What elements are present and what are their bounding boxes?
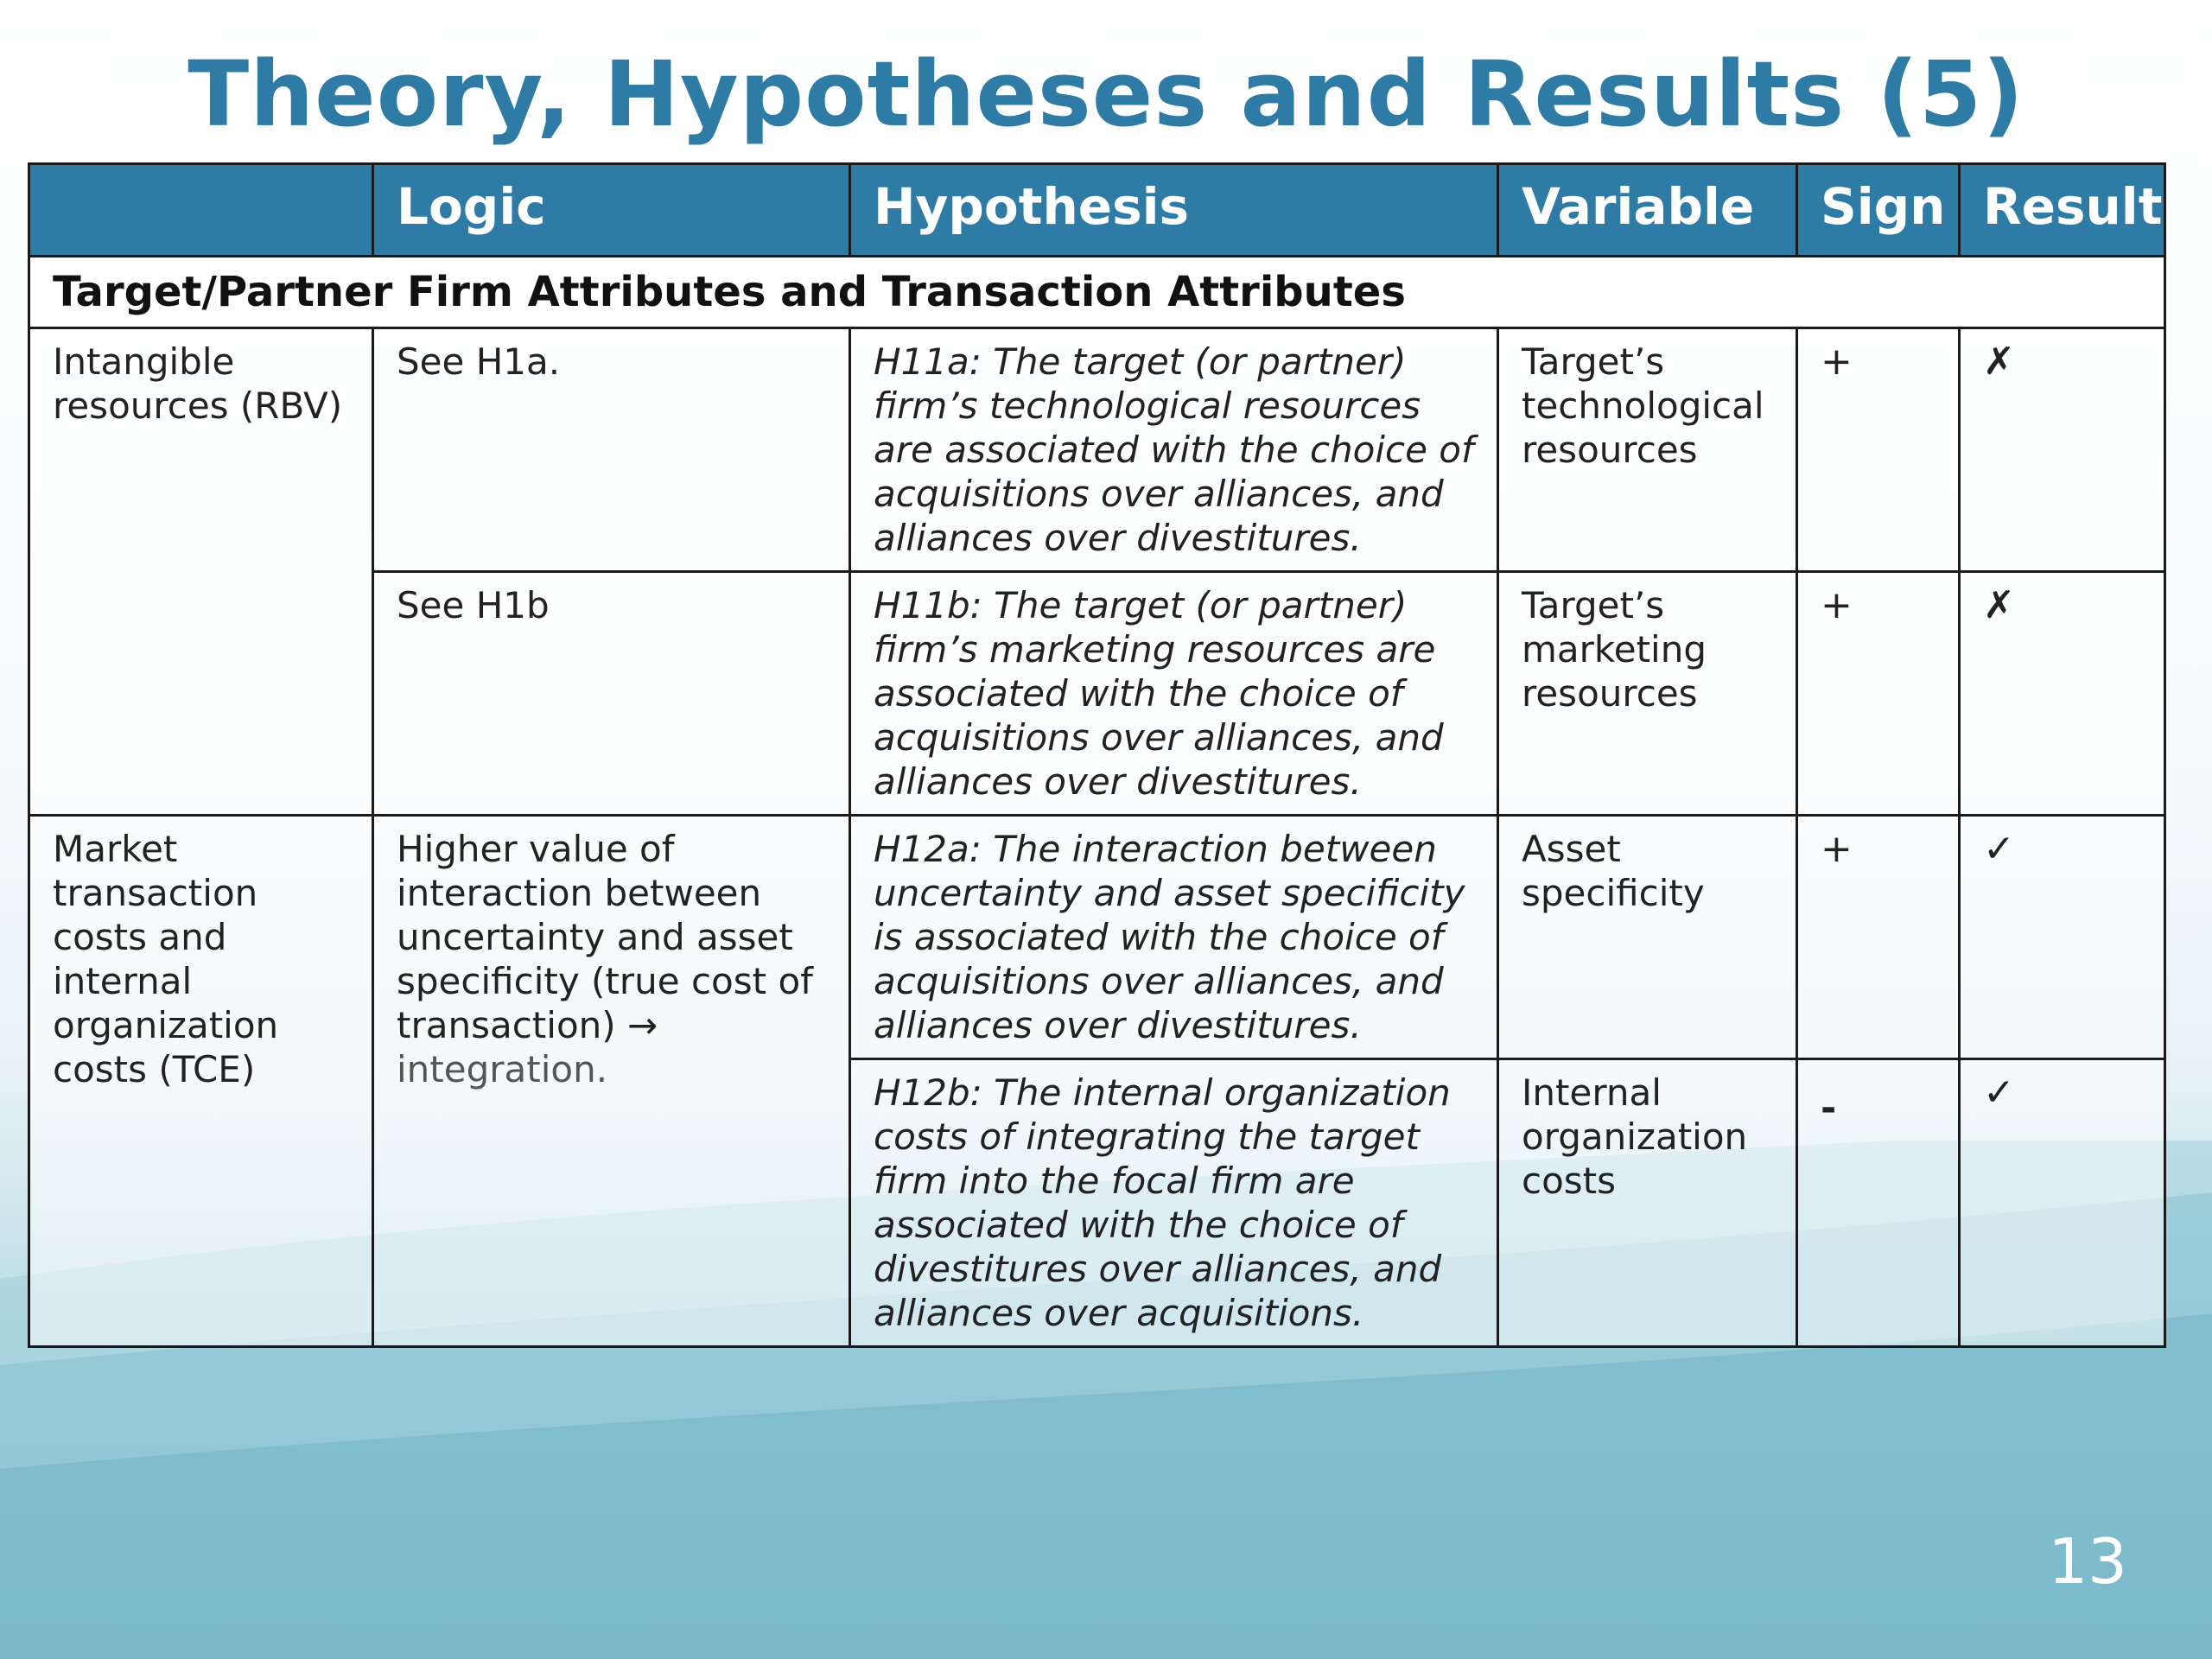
hypothesis-cell: H12b: The internal organization costs of integrating the target firm into the focal firm are associated with the choice of divestitures over alliances, and alliances over acquisitions. <box>850 1059 1498 1347</box>
logic-text: Higher value of interaction between uncertainty and asset specificity (true cost of transaction) <box>397 828 813 1046</box>
header-hypothesis: Hypothesis <box>850 164 1498 257</box>
header-row <box>29 164 2165 257</box>
logic-text: integration. <box>397 1048 608 1090</box>
logic-cell: See H1a. <box>373 328 850 572</box>
section-title: Target/Partner Firm Attributes and Transaction Attributes <box>29 257 2165 328</box>
hypotheses-table <box>28 162 2166 1348</box>
page-number: 13 <box>2048 1525 2127 1598</box>
result-check-icon: ✓ <box>1960 816 2165 1059</box>
variable-cell: Asset specificity <box>1498 816 1797 1059</box>
result-cross-icon: ✗ <box>1960 572 2165 816</box>
theory-cell: Intangible resources (RBV) <box>29 328 373 816</box>
table-row <box>29 816 2165 1059</box>
sign-cell: + <box>1797 816 1960 1059</box>
header-sign: Sign <box>1797 164 1960 257</box>
variable-cell: Target’s marketing resources <box>1498 572 1797 816</box>
hypothesis-cell: H11b: The target (or partner) firm’s marketing resources are associated with the choice of acquisitions over alliances, and alliances over divestitures. <box>850 572 1498 816</box>
result-check-icon: ✓ <box>1960 1059 2165 1347</box>
sign-cell: - <box>1797 1059 1960 1347</box>
section-row <box>29 257 2165 328</box>
hypothesis-cell: H12a: The interaction between uncertainty and asset specificity is associated with the choice of acquisitions over alliances, and alliances over divestitures. <box>850 816 1498 1059</box>
header-result: Result <box>1960 164 2165 257</box>
header-theory <box>29 164 373 257</box>
header-variable: Variable <box>1498 164 1797 257</box>
variable-cell: Internal organization costs <box>1498 1059 1797 1347</box>
slide-title: Theory, Hypotheses and Results (5) <box>188 41 2024 147</box>
theory-cell: Market transaction costs and internal organization costs (TCE) <box>29 816 373 1347</box>
sign-cell: + <box>1797 572 1960 816</box>
logic-cell: See H1b <box>373 572 850 816</box>
logic-cell <box>373 816 850 1347</box>
variable-cell: Target’s technological resources <box>1498 328 1797 572</box>
sign-cell: + <box>1797 328 1960 572</box>
header-logic: Logic <box>373 164 850 257</box>
table-row <box>29 328 2165 572</box>
arrow-right-icon: → <box>627 1004 658 1046</box>
hypothesis-cell: H11a: The target (or partner) firm’s technological resources are associated with the choice of acquisitions over alliances, and alliances over divestitures. <box>850 328 1498 572</box>
result-cross-icon: ✗ <box>1960 328 2165 572</box>
